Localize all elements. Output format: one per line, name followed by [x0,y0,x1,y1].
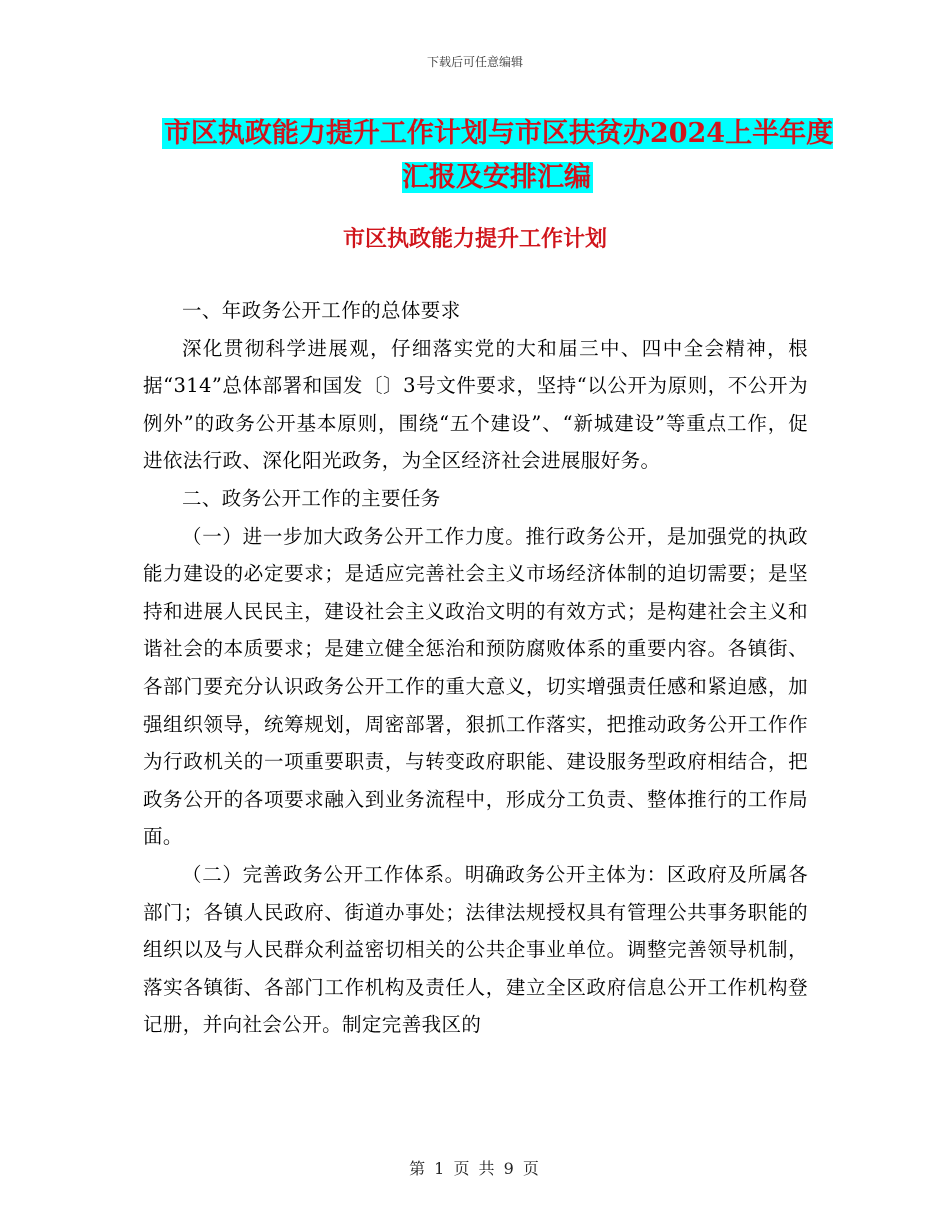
document-body [143,292,808,1044]
section-title: 市区执政能力提升工作计划 [342,226,607,252]
paragraph-general-requirements: 深化贯彻科学进展观，仔细落实党的大和届三中、四中全会精神，根据“314”总体部署和国发〔〕3号文件要求，坚持“以公开为原则，不公开为例外”的政务公开基本原则，围绕“五个建设”、“新城建设”等重点工作，促进依法行政、深化阳光政务，为全区经济社会进展服好务。 [143,336,808,473]
paragraph-task-1: （一）进一步加大政务公开工作力度。推行政务公开，是加强党的执政能力建设的必定要求；是适应完善社会主义市场经济体制的迫切需要；是坚持和进展人民民主，建设社会主义政治文明的有效方式；是构建社会主义和谐社会的本质要求；是建立健全惩治和预防腐败体系的重要内容。各镇街、各部门要充分认识政务公开工作的重大意义，切实增强责任感和紧迫感，加强组织领导，统筹规划，周密部署，狠抓工作落实，把推动政务公开工作作为行政机关的一项重要职责，与转变政府职能、建设服务型政府相结合，把政务公开的各项要求融入到业务流程中，形成分工负责、整体推行的工作局面。 [143,524,808,849]
page-header-note: 下载后可任意编辑 [426,55,523,69]
page-indicator: 第 1 页 共 9 页 [409,1159,541,1178]
heading-main-tasks: 二、政务公开工作的主要任务 [182,486,441,510]
document-title-text: 市区执政能力提升工作计划与市区扶贫办2024上半年度汇报及安排汇编 [163,118,834,193]
paragraph-task-2: （二）完善政务公开工作体系。明确政务公开主体为：区政府及所属各部门；各镇人民政府、街道办事处；法律法规授权具有管理公共事务职能的组织以及与人民群众利益密切相关的公共企事业单位。调整完善领导机制，落实各镇街、各部门工作机构及责任人，建立全区政府信息公开工作机构登记册，并向社会公开。制定完善我区的 [143,862,808,1037]
heading-general-requirements: 一、年政务公开工作的总体要求 [182,299,461,322]
document-title [150,112,845,200]
